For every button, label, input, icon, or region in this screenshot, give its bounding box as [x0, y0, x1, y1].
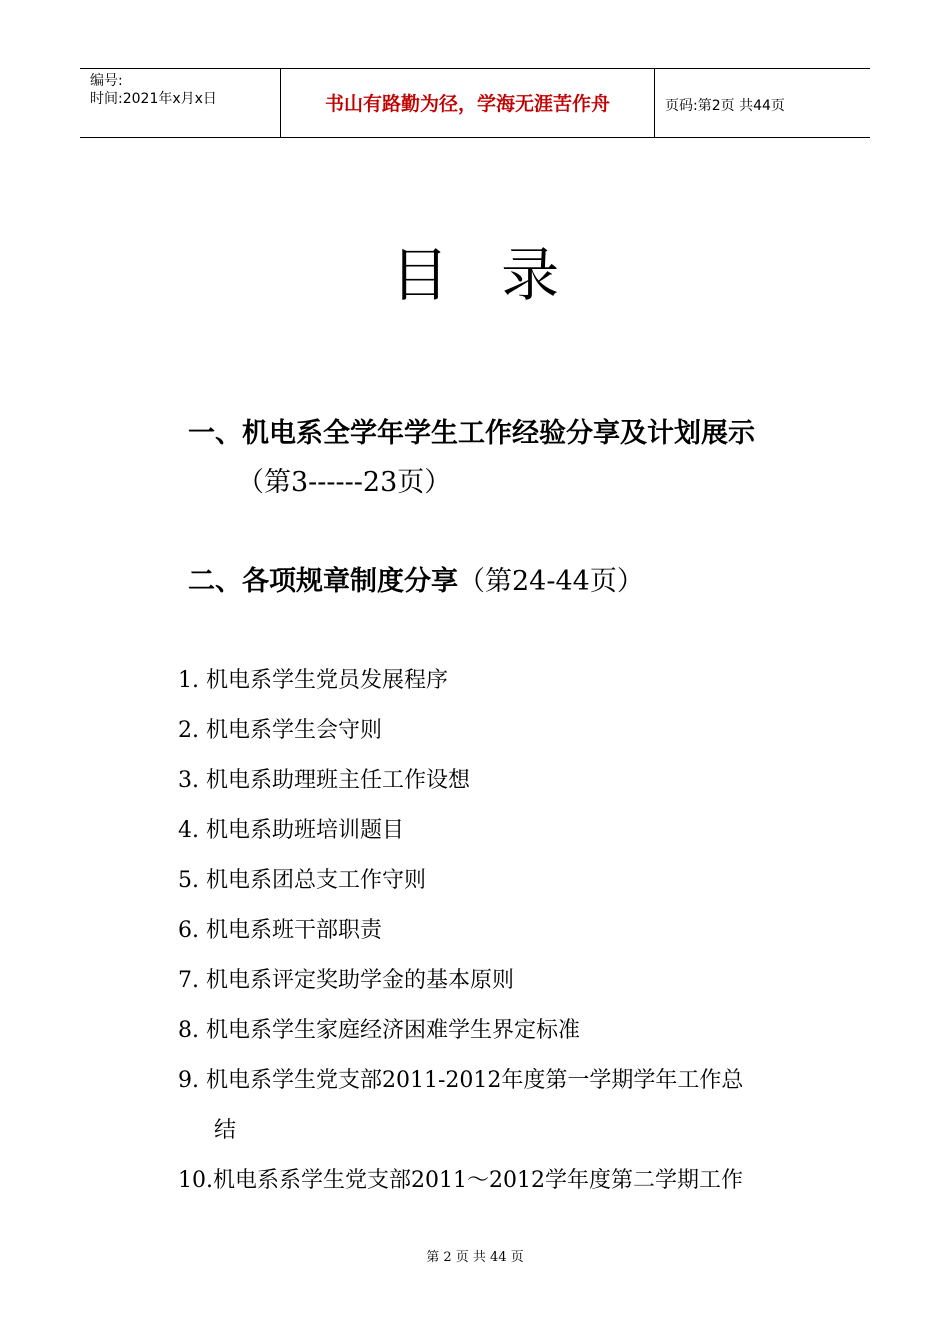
- section-1-heading: 一、机电系全学年学生工作经验分享及计划展示: [188, 418, 755, 449]
- header-meta-cell: [80, 69, 280, 137]
- document-title: 目录: [390, 241, 612, 309]
- section-2-pages: （第24-44页）: [458, 566, 644, 597]
- document-date-label: 时间:2021年x月x日: [90, 91, 217, 107]
- toc-item: 9. 机电系学生党支部2011-2012年度第一学期学年工作总: [178, 1068, 744, 1093]
- header-motto: 书山有路勤为径，学海无涯苦作舟: [324, 93, 610, 115]
- toc-list: [178, 666, 818, 1216]
- toc-item: 6. 机电系班干部职责: [178, 918, 382, 943]
- section-1: [188, 417, 755, 451]
- section-2-heading: 二、各项规章制度分享: [188, 566, 458, 597]
- section-2: [188, 565, 644, 599]
- toc-item: 5. 机电系团总支工作守则: [178, 868, 426, 893]
- toc-item: 10.机电系系学生党支部2011～2012学年度第二学期工作: [178, 1168, 743, 1193]
- document-code-label: 编号:: [90, 73, 123, 89]
- header-motto-cell: [280, 69, 655, 137]
- page-footer: 第 2 页 共 44 页: [426, 1250, 524, 1265]
- toc-item: 2. 机电系学生会守则: [178, 718, 382, 743]
- toc-item: 1. 机电系学生党员发展程序: [178, 668, 448, 693]
- toc-item: 3. 机电系助理班主任工作设想: [178, 768, 470, 793]
- toc-item: 7. 机电系评定奖助学金的基本原则: [178, 968, 514, 993]
- section-1-pages: （第3------23页）: [237, 467, 452, 498]
- header-page-info: 页码:第2页 共44页: [665, 98, 785, 114]
- toc-item-continuation: 结: [214, 1118, 237, 1143]
- toc-item: 8. 机电系学生家庭经济困难学生界定标准: [178, 1018, 580, 1043]
- toc-item: 4. 机电系助班培训题目: [178, 818, 404, 843]
- page-header: [80, 68, 870, 138]
- header-page-cell: [655, 69, 870, 137]
